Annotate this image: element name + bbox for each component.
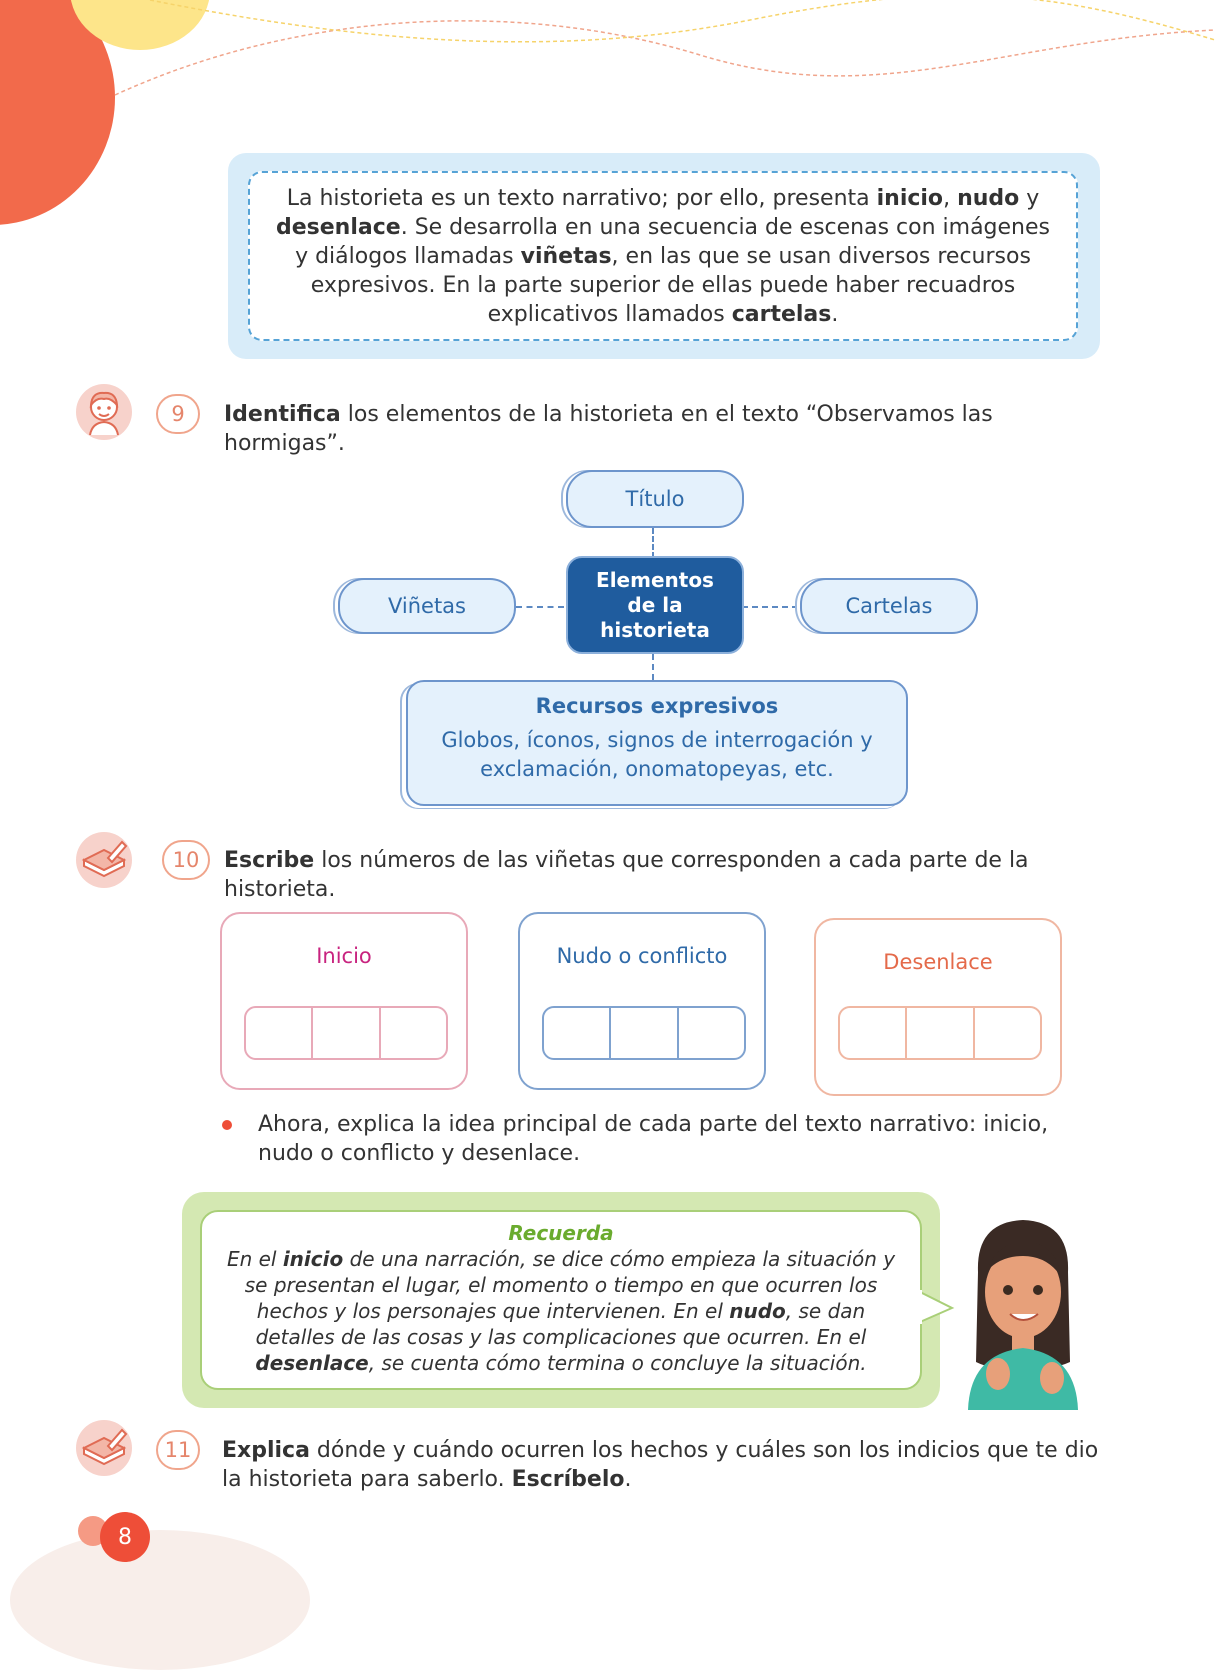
answer-slots-desenlace[interactable]: [838, 1006, 1042, 1060]
answer-slot[interactable]: [609, 1008, 676, 1058]
part-box-inicio: [220, 912, 468, 1090]
diagram-node-recursos: [406, 680, 908, 806]
answer-slot[interactable]: [311, 1008, 378, 1058]
writing-book-icon: [76, 1420, 132, 1476]
answer-slot[interactable]: [905, 1008, 972, 1058]
writing-book-icon: [76, 832, 132, 888]
recuerda-text: En el inicio de una narración, se dice cómo empieza la situación y se presentan el lugar, el momento o tiempo en que ocurren los hechos y los personajes que intervienen. En el nudo, se dan detalles de las cosas y las complicaciones que ocurren. En el desenlace, se cuenta cómo termina o concluye la situación.: [226, 1247, 896, 1375]
recuerda-content: [200, 1210, 922, 1390]
student-face-icon: [76, 384, 132, 440]
part-label-inicio: Inicio: [316, 944, 372, 968]
bullet-dot: [222, 1120, 232, 1130]
connector-top: [652, 528, 654, 558]
part-label-nudo: Nudo o conflicto: [556, 944, 728, 968]
connector-right: [742, 606, 798, 608]
answer-slots-nudo[interactable]: [542, 1006, 746, 1060]
girl-illustration: [948, 1212, 1098, 1410]
part-box-desenlace: [814, 918, 1062, 1096]
part-label-desenlace: Desenlace: [883, 950, 993, 974]
diagram-node-vinetas: Viñetas: [338, 578, 516, 634]
decorative-bottom-shape: [10, 1530, 310, 1670]
activity-11-instruction: Explica dónde y cuándo ocurren los hechos y cuáles son los indicios que te dio la historieta para saberlo. Escríbelo.: [222, 1438, 1099, 1492]
activity-10-instruction: Escribe los números de las viñetas que corresponden a cada parte de la historieta.: [224, 848, 1029, 902]
recursos-title: Recursos expresivos: [535, 694, 779, 718]
activity-number-9: 9: [156, 394, 200, 434]
answer-slot[interactable]: [379, 1008, 446, 1058]
bullet-instruction: Ahora, explica la idea principal de cada parte del texto narrativo: inicio, nudo o conflicto y desenlace.: [258, 1112, 1049, 1166]
activity-number-11: 11: [156, 1430, 200, 1470]
answer-slots-inicio[interactable]: [244, 1006, 448, 1060]
recuerda-title: Recuerda: [508, 1221, 614, 1245]
answer-slot[interactable]: [246, 1008, 311, 1058]
answer-slot[interactable]: [840, 1008, 905, 1058]
diagram-node-cartelas: Cartelas: [800, 578, 978, 634]
answer-slot[interactable]: [677, 1008, 744, 1058]
part-box-nudo: [518, 912, 766, 1090]
answer-slot[interactable]: [973, 1008, 1040, 1058]
recursos-text: Globos, íconos, signos de interrogación y exclamación, onomatopeyas, etc.: [441, 728, 873, 781]
activity-number-10: 10: [162, 840, 210, 880]
connector-left: [516, 606, 564, 608]
connector-bottom: [652, 654, 654, 680]
definition-text: La historieta es un texto narrativo; por ello, presenta inicio, nudo y desenlace. Se desarrolla en una secuencia de escenas con imágenes y diálogos llamadas viñetas, en las que se usan diversos recursos expresivos. En la parte superior de ellas puede haber recuadros explicativos llamados cartelas.: [248, 171, 1078, 341]
answer-slot[interactable]: [544, 1008, 609, 1058]
page-number: 8: [100, 1512, 150, 1562]
decorative-wave-lines: [0, 0, 1215, 110]
diagram-node-center: Elementos de la historieta: [566, 556, 744, 654]
diagram-node-titulo: Título: [566, 470, 744, 528]
activity-9-instruction: Identifica los elementos de la historieta en el texto “Observamos las hormigas”.: [224, 402, 993, 456]
